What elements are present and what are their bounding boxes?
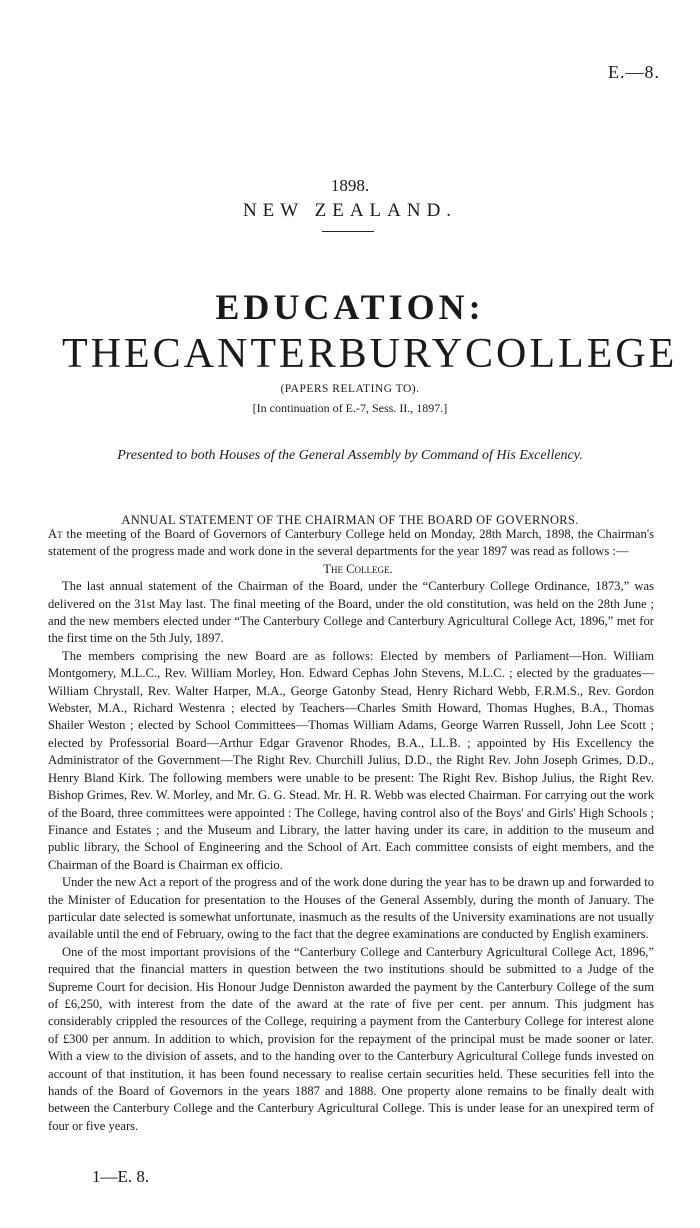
statement-heading: ANNUAL STATEMENT OF THE CHAIRMAN OF THE BOARD OF GOVERNORS. bbox=[121, 513, 579, 527]
title-word-college: COLLEGE bbox=[465, 331, 678, 377]
title-divider bbox=[322, 231, 374, 232]
body-paragraph: Under the new Act a report of the progress and of the work done during the year has to be drawn up and forwarded to the Minister of Education for presentation to the Houses of the General Assembly, during the month of January. The particular date selected is somewhat unfortunate, inasmuch as the results of the University examinations are not usually available until the end of February, owing to the fact that the degree examinations are conducted by English examiners. bbox=[48, 875, 654, 942]
body-paragraph: The members comprising the new Board are as follows: Elected by members of Parliament—Hon. William Montgomery, M.L.C., Rev. William Morley, Hon. Edward Cephas John Stevens, M.L.C. ; elected by the graduates—William Chrystall, Rev. Walter Harper, M.A., George Gatonby Stead, Henry Richard Webb, F.R.M.S., Rev. Gordon Webster, M.A., Richard Westenra ; elected by Teachers—Charles Smith Howard, Thomas Hughes, B.A., Thomas Shailer Weston ; elected by School Committees—Thomas William Adams, George Warren Russell, John Lee Scott ; elected by Professorial Board—Arthur Edgar Gravenor Rhodes, B.A., LL.B. ; appointed by His Excellency the Administrator of the Government—The Right Rev. Churchill Julius, D.D., the Right Rev. John Joseph Grimes, D.D., Henry Bland Kirk. The following members were unable to be present: The Right Rev. Bishop Julius, the Right Rev. Bishop Grimes, Rev. W. Morley, and Mr. G. G. Stead. Mr. H. R. Webb was elected Chairman. For carrying out the work of the Board, three committees were appointed : The College, having control also of the Boys' and Girls' High Schools ; Finance and Estates ; and the Museum and Library, the latter having under its care, in addition to the museum and public library, the School of Engineering and the School of Art. Each committee consists of eight members, and the Chairman of the Board is Chairman ex officio. bbox=[48, 648, 654, 872]
continuation-note: [In continuation of E.-7, Sess. II., 1897.] bbox=[252, 401, 448, 415]
subject-heading: EDUCATION: bbox=[215, 287, 485, 327]
country-heading: NEW ZEALAND. bbox=[242, 200, 458, 221]
page-signature: 1—E. 8. bbox=[92, 1167, 150, 1186]
title-word-canterbury: CANTERBURY bbox=[152, 331, 466, 377]
intro-text: the meeting of the Board of Governors of Canterbury College held on Monday, 28th March, 1898, the Chairman's statement of the progress made and work done in the several departments for the year 1897 was read as follows :— bbox=[48, 527, 654, 559]
document-reference: E.—8. bbox=[608, 62, 660, 82]
statement-body bbox=[48, 526, 654, 1135]
intro-lead-word: At bbox=[48, 527, 63, 541]
title-word-the: THE bbox=[62, 331, 153, 377]
body-paragraph: The last annual statement of the Chairman of the Board, under the “Canterbury College Ordinance, 1873,” was delivered on the 31st May last. The final meeting of the Board, under the old constitution, was held on the 28th June ; and the new members elected under “The Canterbury College and Canterbury Agricultural College Act, 1896,” met for the first time on the 5th July, 1897. bbox=[48, 579, 654, 646]
section-heading: The College. bbox=[323, 561, 393, 576]
document-title bbox=[62, 330, 678, 378]
papers-subtitle: (PAPERS RELATING TO). bbox=[280, 383, 420, 395]
publication-year: 1898. bbox=[330, 176, 370, 195]
presented-line: Presented to both Houses of the General Assembly by Command of His Excellency. bbox=[117, 448, 583, 463]
intro-paragraph bbox=[48, 526, 654, 561]
body-paragraph: One of the most important provisions of the “Canterbury College and Canterbury Agricultural College Act, 1896,” required that the financial matters in question between the two institutions should be submitted to a Judge of the Supreme Court for decision. His Honour Judge Denniston awarded the payment by the Canterbury College of the sum of £6,250, with interest from the date of the award at the rate of five per cent. per annum. This judgment has considerably crippled the resources of the College, requiring a payment from the Canterbury College for interest alone of £300 per annum. In addition to which, provision for the repayment of the principal must be made sooner or later. With a view to the division of assets, and to the handing over to the Canterbury Agricultural College funds invested on account of that institution, it has been found necessary to realise certain securities held. These securities fell into the hands of the Board of Governors in the years 1887 and 1888. One property alone remains to be finally dealt with between the Canterbury College and the Canterbury Agricultural College. This is under lease for an unexpired term of four or five years. bbox=[48, 944, 654, 1133]
